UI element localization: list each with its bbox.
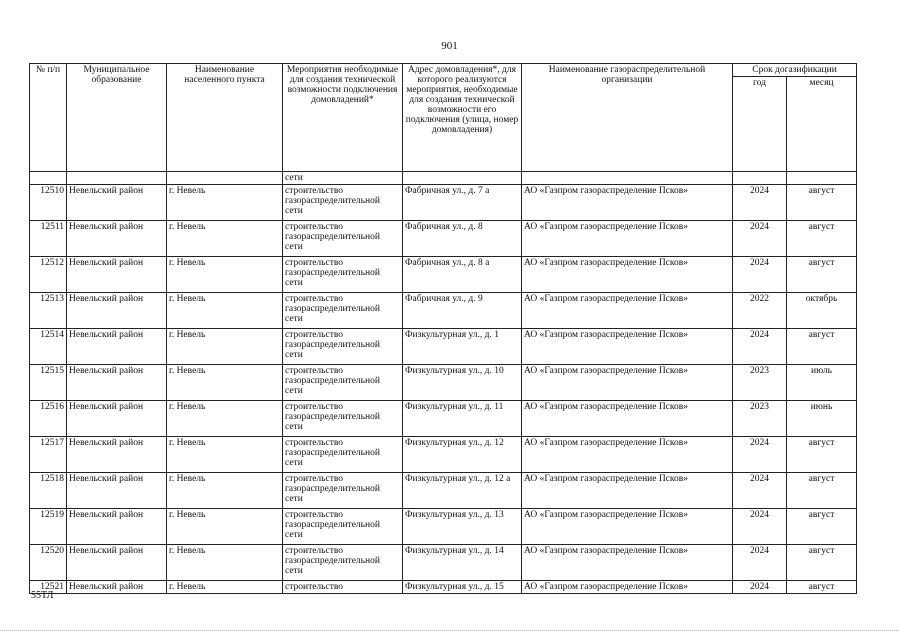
table-row [30,365,857,401]
measure-cell: строительство газораспределительной сети [283,437,403,473]
row-number: 12520 [30,545,67,581]
organization-cell: АО «Газпром газораспределение Псков» [522,545,733,581]
municipality-cell: Невельский район [67,581,167,594]
settlement-cell: г. Невель [167,365,283,401]
row-number: 12516 [30,401,67,437]
measure-cell: строительство газораспределительной сети [283,473,403,509]
table-row [30,473,857,509]
municipality-cell: Невельский район [67,473,167,509]
page-number: 901 [441,40,458,52]
settlement-cell: г. Невель [167,329,283,365]
measure-cell: строительство газораспределительной сети [283,293,403,329]
month-cell: август [787,509,857,545]
measure-cell: строительство газораспределительной сети [283,365,403,401]
continuation-row [30,172,857,185]
header-municipality: Муниципальное образование [67,64,167,172]
settlement-cell: г. Невель [167,509,283,545]
row-number: 12517 [30,437,67,473]
address-cell: Физкультурная ул., д. 11 [403,401,522,437]
row-number: 12515 [30,365,67,401]
month-cell: август [787,437,857,473]
measure-cell: строительство газораспределительной сети [283,329,403,365]
measure-cell: строительство газораспределительной сети [283,185,403,221]
year-cell: 2024 [733,257,787,293]
settlement-cell: г. Невель [167,545,283,581]
table-body [30,172,857,594]
settlement-cell: г. Невель [167,437,283,473]
header-month: месяц [787,77,857,172]
year-cell: 2023 [733,401,787,437]
header-year: год [733,77,787,172]
header-no: № п/п [30,64,67,172]
month-cell: август [787,185,857,221]
continuation-text: сети [283,172,403,185]
settlement-cell: г. Невель [167,401,283,437]
measure-cell: строительство газораспределительной сети [283,401,403,437]
table-row [30,293,857,329]
municipality-cell: Невельский район [67,293,167,329]
municipality-cell: Невельский район [67,509,167,545]
municipality-cell: Невельский район [67,437,167,473]
year-cell: 2024 [733,437,787,473]
table-row [30,545,857,581]
year-cell: 2023 [733,365,787,401]
address-cell: Фабричная ул., д. 9 [403,293,522,329]
table-row [30,329,857,365]
address-cell: Физкультурная ул., д. 14 [403,545,522,581]
organization-cell: АО «Газпром газораспределение Псков» [522,185,733,221]
municipality-cell: Невельский район [67,545,167,581]
row-number: 12514 [30,329,67,365]
organization-cell: АО «Газпром газораспределение Псков» [522,221,733,257]
address-cell: Фабричная ул., д. 7 а [403,185,522,221]
settlement-cell: г. Невель [167,581,283,594]
table-row [30,401,857,437]
municipality-cell: Невельский район [67,329,167,365]
organization-cell: АО «Газпром газораспределение Псков» [522,581,733,594]
row-number: 12510 [30,185,67,221]
address-cell: Физкультурная ул., д. 12 а [403,473,522,509]
row-number: 12513 [30,293,67,329]
row-number: 12521 [30,581,67,594]
month-cell: август [787,221,857,257]
organization-cell: АО «Газпром газораспределение Псков» [522,257,733,293]
settlement-cell: г. Невель [167,473,283,509]
address-cell: Фабричная ул., д. 8 [403,221,522,257]
table-row [30,221,857,257]
month-cell: июль [787,365,857,401]
year-cell: 2024 [733,185,787,221]
address-cell: Физкультурная ул., д. 13 [403,509,522,545]
settlement-cell: г. Невель [167,185,283,221]
row-number: 12512 [30,257,67,293]
month-cell: август [787,581,857,594]
header-organization: Наименование газораспределительной организации [522,64,733,172]
table-row [30,581,857,594]
organization-cell: АО «Газпром газораспределение Псков» [522,401,733,437]
month-cell: июнь [787,401,857,437]
municipality-cell: Невельский район [67,221,167,257]
settlement-cell: г. Невель [167,257,283,293]
header-address: Адрес домовладения*, для которого реализуются мероприятия, необходимые для создания технической возможности его подключения (улица, номер домовладения) [403,64,522,172]
scan-artifact-line [0,630,899,632]
year-cell: 2024 [733,329,787,365]
measure-cell: строительство газораспределительной сети [283,509,403,545]
table-row [30,257,857,293]
address-cell: Физкультурная ул., д. 1 [403,329,522,365]
year-cell: 2024 [733,581,787,594]
row-number: 12519 [30,509,67,545]
measure-cell: строительство [283,581,403,594]
year-cell: 2022 [733,293,787,329]
table-row [30,185,857,221]
municipality-cell: Невельский район [67,365,167,401]
measure-cell: строительство газораспределительной сети [283,545,403,581]
month-cell: август [787,473,857,509]
header-measures: Мероприятия необходимые для создания технической возможности подключения домовладений* [283,64,403,172]
year-cell: 2024 [733,509,787,545]
year-cell: 2024 [733,545,787,581]
address-cell: Физкультурная ул., д. 10 [403,365,522,401]
organization-cell: АО «Газпром газораспределение Псков» [522,365,733,401]
organization-cell: АО «Газпром газораспределение Псков» [522,473,733,509]
municipality-cell: Невельский район [67,401,167,437]
month-cell: август [787,329,857,365]
header-settlement: Наименование населенного пункта [167,64,283,172]
table-row [30,437,857,473]
footer-code: 55ТЛ [31,590,54,601]
header-deadline: Срок догазификации [733,64,857,77]
organization-cell: АО «Газпром газораспределение Псков» [522,329,733,365]
settlement-cell: г. Невель [167,221,283,257]
organization-cell: АО «Газпром газораспределение Псков» [522,437,733,473]
table-row [30,509,857,545]
month-cell: август [787,257,857,293]
year-cell: 2024 [733,473,787,509]
municipality-cell: Невельский район [67,185,167,221]
year-cell: 2024 [733,221,787,257]
address-cell: Фабричная ул., д. 8 а [403,257,522,293]
municipality-cell: Невельский район [67,257,167,293]
address-cell: Физкультурная ул., д. 12 [403,437,522,473]
organization-cell: АО «Газпром газораспределение Псков» [522,293,733,329]
month-cell: октябрь [787,293,857,329]
row-number: 12511 [30,221,67,257]
address-cell: Физкультурная ул., д. 15 [403,581,522,594]
gasification-table [29,63,857,594]
measure-cell: строительство газораспределительной сети [283,221,403,257]
measure-cell: строительство газораспределительной сети [283,257,403,293]
organization-cell: АО «Газпром газораспределение Псков» [522,509,733,545]
settlement-cell: г. Невель [167,293,283,329]
month-cell: август [787,545,857,581]
row-number: 12518 [30,473,67,509]
